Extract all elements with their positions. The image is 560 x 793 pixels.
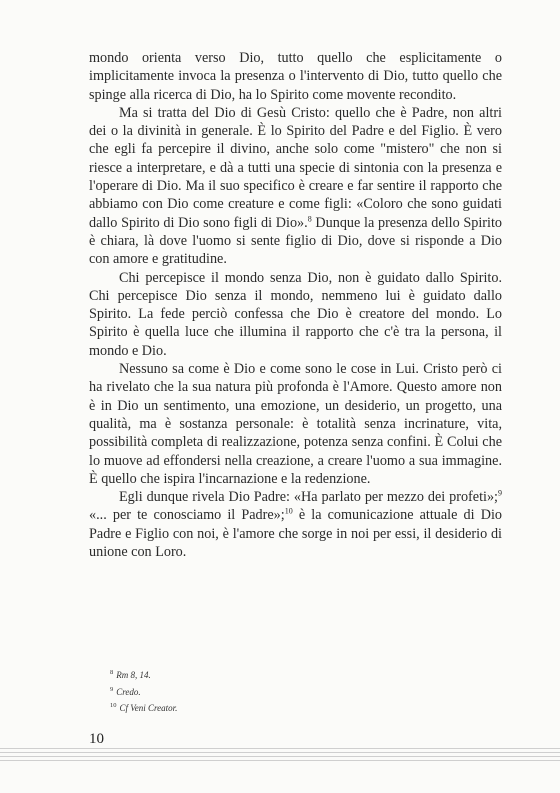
paragraph-text: è la comunicazione attuale di Dio Padre e Figlio con noi, è l'amore che sorge in noi per essi, il desiderio di unione con Loro.: [89, 507, 502, 561]
paragraph-text: Ma si tratta del Dio di Gesù Cristo: quello che è Padre, non altri dei o la divinità in generale. È lo Spirito del Padre e del Figlio. È vero che egli fa percepire il divino, anche solo come "mistero" che non si riesce a interpretare, e dà a tutti una specie di sintonia con la presenza e l'operare di Dio. Ma il suo specifico è creare e far sentire il rapporto che abbiamo con Dio come creature e come figli: «Coloro che sono guidati dallo Spirito di Dio sono figli di Dio».: [89, 104, 502, 231]
paragraph-text: mondo orienta verso Dio, tutto quello che esplicitamente o implicitamente invoca la presenza o l'intervento di Dio, tutto quello che spinge alla ricerca di Dio, ha lo Spirito come movente recondito.: [89, 50, 502, 103]
edge-line: [0, 748, 560, 749]
footnote-text: Rm 8, 14.: [116, 670, 151, 680]
paragraph: [89, 360, 502, 488]
footnote-number: 8: [110, 669, 114, 676]
footnote-number: 9: [110, 685, 114, 693]
paragraph-text: «... per te conosciamo il Padre»;: [89, 507, 285, 524]
body-text: [89, 49, 502, 561]
footnote-text: Cf Veni Creator.: [119, 703, 178, 713]
paragraph-text: Dunque la presenza dello Spirito è chiara, là dove l'uomo si sente figlio di Dio, dove si risponde a Dio con amore e gratitudine.: [89, 214, 503, 268]
footnote: [110, 666, 410, 683]
edge-line: [0, 752, 560, 753]
footnote: [110, 699, 410, 716]
page-number: 10: [89, 731, 104, 747]
paragraph: [89, 269, 502, 360]
footnotes: [110, 666, 410, 716]
paragraph: [89, 49, 502, 104]
edge-line: [0, 760, 560, 761]
paragraph-text: Chi percepisce il mondo senza Dio, non è guidato dallo Spirito. Chi percepisce Dio senza il mondo, nemmeno lui è guidato dallo Spirito. La fede perciò confessa che Dio è creatore del mondo. Lo Spirito è quella luce che illumina il rapporto che c'è tra la persona, il mondo e Dio.: [89, 269, 502, 359]
edge-line: [0, 756, 560, 757]
footnote-number: 10: [110, 702, 117, 709]
footnote-ref: 10: [284, 506, 293, 516]
paragraph: [89, 104, 502, 269]
footnote-ref: 9: [498, 488, 502, 498]
paragraph-text: Nessuno sa come è Dio e come sono le cose in Lui. Cristo però ci ha rivelato che la sua natura più profonda è l'Amore. Questo amore non è in Dio un sentimento, una emozione, un desiderio, un progetto, una qualità, ma è sostanza personale: è totalità senza incrinature, vita, possibilità completa di realizzazione, potenza senza confini. È Colui che lo muove ad effondersi nella creazione, a creare l'uomo a sua immagine. È quello che ispira l'incarnazione e la redenzione.: [89, 361, 502, 487]
footnote-text: Credo.: [116, 686, 141, 697]
page-edge-lines: [0, 748, 560, 762]
footnote: [110, 683, 410, 700]
paragraph-text: Egli dunque rivela Dio Padre: «Ha parlato per mezzo dei profeti»;: [119, 489, 498, 506]
footnote-ref: 8: [307, 213, 312, 223]
paragraph: [89, 488, 502, 561]
